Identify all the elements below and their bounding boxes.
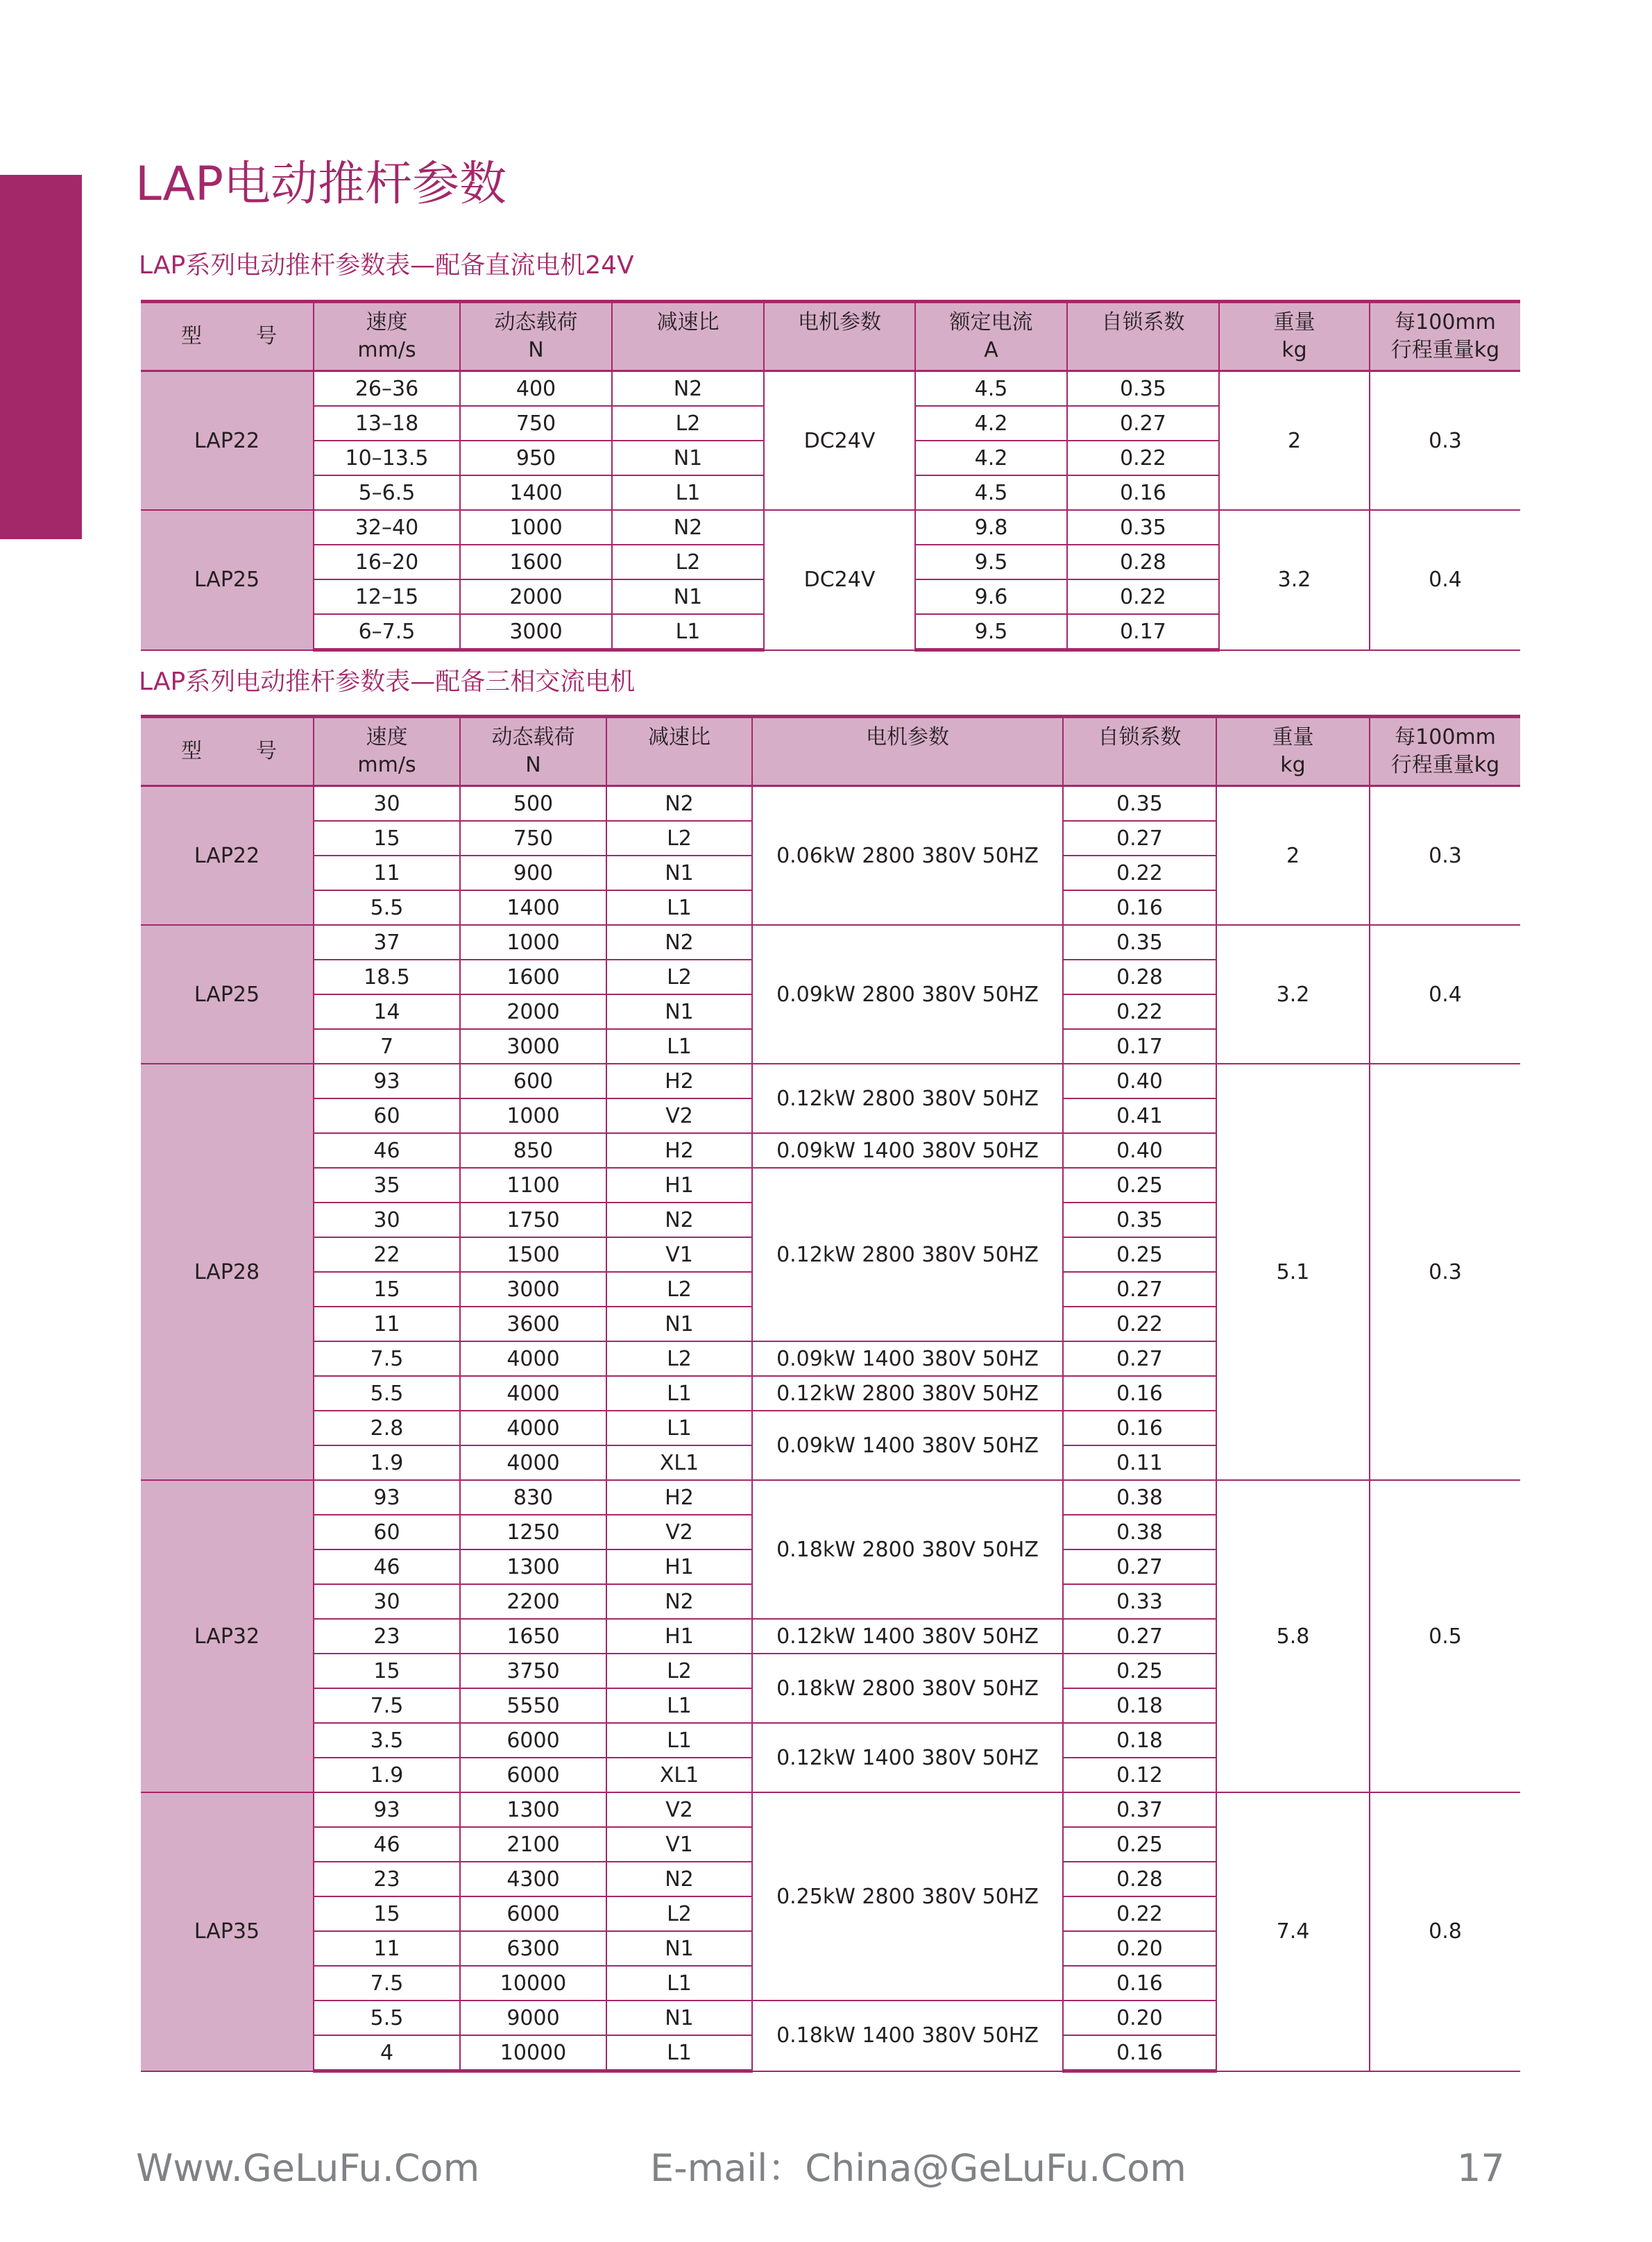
lock-cell: 0.11: [1063, 1445, 1216, 1480]
ratio-cell: L2: [612, 406, 764, 441]
lock-cell: 0.20: [1063, 2001, 1216, 2035]
motor-cell: 0.09kW 1400 380V 50HZ: [752, 1341, 1063, 1376]
speed-cell: 11: [314, 856, 460, 890]
lock-cell: 0.41: [1063, 1098, 1216, 1133]
speed-cell: 3.5: [314, 1723, 460, 1758]
weight-cell: 2: [1216, 786, 1370, 926]
load-cell: 1250: [460, 1515, 606, 1549]
header-ratio: 减速比: [606, 717, 752, 786]
header-load: 动态载荷 N: [460, 717, 606, 786]
ratio-cell: H2: [606, 1133, 752, 1168]
ratio-cell: N2: [612, 371, 764, 407]
load-cell: 1000: [460, 510, 612, 545]
ratio-cell: H2: [606, 1480, 752, 1515]
speed-cell: 15: [314, 1654, 460, 1688]
motor-cell: 0.09kW 2800 380V 50HZ: [752, 925, 1063, 1064]
current-cell: 4.2: [915, 441, 1067, 475]
lock-cell: 0.16: [1063, 2035, 1216, 2071]
lock-cell: 0.22: [1063, 994, 1216, 1029]
ratio-cell: N1: [606, 994, 752, 1029]
motor-cell: 0.18kW 2800 380V 50HZ: [752, 1654, 1063, 1723]
speed-cell: 4: [314, 2035, 460, 2071]
model-cell: LAP32: [141, 1480, 314, 1792]
load-cell: 4000: [460, 1341, 606, 1376]
lock-cell: 0.22: [1067, 441, 1219, 475]
lock-cell: 0.38: [1063, 1480, 1216, 1515]
speed-cell: 5.5: [314, 890, 460, 925]
motor-cell: 0.12kW 2800 380V 50HZ: [752, 1376, 1063, 1411]
speed-cell: 30: [314, 786, 460, 822]
header-motor: 电机参数: [764, 302, 915, 371]
load-cell: 4000: [460, 1445, 606, 1480]
load-cell: 3000: [460, 614, 612, 650]
ratio-cell: L2: [606, 1896, 752, 1931]
lock-cell: 0.35: [1067, 371, 1219, 407]
load-cell: 6000: [460, 1723, 606, 1758]
load-cell: 1300: [460, 1792, 606, 1827]
speed-cell: 15: [314, 1272, 460, 1307]
header-motor: 电机参数: [752, 717, 1063, 786]
table2-title: LAP系列电动推杆参数表—配备三相交流电机: [139, 668, 636, 696]
footer-website: Www.GeLuFu.Com: [136, 2146, 480, 2190]
table-row: [141, 371, 1520, 407]
lock-cell: 0.16: [1063, 1376, 1216, 1411]
load-cell: 2100: [460, 1827, 606, 1862]
ratio-cell: L1: [612, 475, 764, 510]
footer-email: E-mail：China@GeLuFu.Com: [650, 2146, 1186, 2190]
ratio-cell: L2: [606, 821, 752, 856]
motor-cell: 0.06kW 2800 380V 50HZ: [752, 786, 1063, 926]
load-cell: 6000: [460, 1758, 606, 1792]
page-title: LAP电动推杆参数: [135, 157, 506, 212]
ratio-cell: N1: [606, 2001, 752, 2035]
load-cell: 600: [460, 1064, 606, 1098]
load-cell: 2200: [460, 1584, 606, 1619]
weight-cell: 3.2: [1216, 925, 1370, 1064]
speed-cell: 2.8: [314, 1411, 460, 1445]
load-cell: 1400: [460, 475, 612, 510]
speed-cell: 12–15: [314, 579, 460, 614]
ratio-cell: L1: [606, 1029, 752, 1064]
speed-cell: 30: [314, 1584, 460, 1619]
lock-cell: 0.37: [1063, 1792, 1216, 1827]
speed-cell: 26–36: [314, 371, 460, 407]
motor-cell: 0.12kW 2800 380V 50HZ: [752, 1064, 1063, 1133]
speed-cell: 23: [314, 1862, 460, 1896]
motor-cell: 0.12kW 1400 380V 50HZ: [752, 1723, 1063, 1792]
speed-cell: 37: [314, 925, 460, 960]
motor-cell: DC24V: [764, 510, 915, 650]
load-cell: 1100: [460, 1168, 606, 1203]
current-cell: 9.8: [915, 510, 1067, 545]
model-cell: LAP22: [141, 371, 314, 511]
lock-cell: 0.18: [1063, 1688, 1216, 1723]
speed-cell: 32–40: [314, 510, 460, 545]
load-cell: 4000: [460, 1376, 606, 1411]
speed-cell: 6–7.5: [314, 614, 460, 650]
model-cell: LAP25: [141, 925, 314, 1064]
load-cell: 1500: [460, 1237, 606, 1272]
load-cell: 2000: [460, 994, 606, 1029]
ratio-cell: L1: [612, 614, 764, 650]
weight-cell: 3.2: [1219, 510, 1370, 650]
header-row: [141, 717, 1520, 786]
ratio-cell: XL1: [606, 1445, 752, 1480]
speed-cell: 14: [314, 994, 460, 1029]
ratio-cell: H2: [606, 1064, 752, 1098]
lock-cell: 0.38: [1063, 1515, 1216, 1549]
ratio-cell: N2: [606, 1862, 752, 1896]
current-cell: 9.5: [915, 545, 1067, 579]
ratio-cell: L2: [606, 960, 752, 994]
ratio-cell: N2: [606, 786, 752, 822]
lock-cell: 0.35: [1063, 786, 1216, 822]
load-cell: 950: [460, 441, 612, 475]
load-cell: 2000: [460, 579, 612, 614]
per100-cell: 0.3: [1370, 786, 1520, 926]
load-cell: 4000: [460, 1411, 606, 1445]
load-cell: 1600: [460, 960, 606, 994]
lock-cell: 0.16: [1063, 1966, 1216, 2001]
load-cell: 1750: [460, 1203, 606, 1237]
speed-cell: 5.5: [314, 2001, 460, 2035]
ratio-cell: N2: [606, 1584, 752, 1619]
lock-cell: 0.18: [1063, 1723, 1216, 1758]
load-cell: 10000: [460, 2035, 606, 2071]
lock-cell: 0.16: [1063, 890, 1216, 925]
motor-cell: 0.12kW 1400 380V 50HZ: [752, 1619, 1063, 1654]
load-cell: 1650: [460, 1619, 606, 1654]
ratio-cell: N1: [612, 441, 764, 475]
speed-cell: 7: [314, 1029, 460, 1064]
speed-cell: 18.5: [314, 960, 460, 994]
speed-cell: 93: [314, 1792, 460, 1827]
lock-cell: 0.12: [1063, 1758, 1216, 1792]
model-cell: LAP22: [141, 786, 314, 926]
motor-cell: 0.18kW 2800 380V 50HZ: [752, 1480, 1063, 1619]
table-row: [141, 786, 1520, 822]
load-cell: 9000: [460, 2001, 606, 2035]
ratio-cell: N1: [606, 1931, 752, 1966]
per100-cell: 0.8: [1370, 1792, 1520, 2071]
load-cell: 6000: [460, 1896, 606, 1931]
lock-cell: 0.16: [1063, 1411, 1216, 1445]
current-cell: 4.2: [915, 406, 1067, 441]
ratio-cell: V2: [606, 1792, 752, 1827]
lock-cell: 0.33: [1063, 1584, 1216, 1619]
lock-cell: 0.25: [1063, 1168, 1216, 1203]
load-cell: 850: [460, 1133, 606, 1168]
speed-cell: 1.9: [314, 1445, 460, 1480]
load-cell: 830: [460, 1480, 606, 1515]
load-cell: 1300: [460, 1549, 606, 1584]
table-row: [141, 510, 1520, 545]
current-cell: 9.6: [915, 579, 1067, 614]
lock-cell: 0.27: [1063, 1619, 1216, 1654]
lock-cell: 0.16: [1067, 475, 1219, 510]
speed-cell: 11: [314, 1931, 460, 1966]
speed-cell: 46: [314, 1133, 460, 1168]
ratio-cell: L2: [606, 1654, 752, 1688]
header-current: 额定电流 A: [915, 302, 1067, 371]
load-cell: 1400: [460, 890, 606, 925]
speed-cell: 60: [314, 1098, 460, 1133]
lock-cell: 0.17: [1063, 1029, 1216, 1064]
speed-cell: 16–20: [314, 545, 460, 579]
ratio-cell: H1: [606, 1549, 752, 1584]
lock-cell: 0.27: [1063, 1549, 1216, 1584]
speed-cell: 15: [314, 821, 460, 856]
lock-cell: 0.20: [1063, 1931, 1216, 1966]
header-lock: 自锁系数: [1067, 302, 1219, 371]
ratio-cell: L1: [606, 1723, 752, 1758]
speed-cell: 1.9: [314, 1758, 460, 1792]
ratio-cell: L1: [606, 1411, 752, 1445]
weight-cell: 2: [1219, 371, 1370, 511]
per100-cell: 0.3: [1370, 371, 1520, 511]
ratio-cell: V1: [606, 1827, 752, 1862]
speed-cell: 93: [314, 1480, 460, 1515]
header-weight: 重量 kg: [1219, 302, 1370, 371]
load-cell: 900: [460, 856, 606, 890]
table1-title: LAP系列电动推杆参数表—配备直流电机24V: [139, 251, 634, 280]
model-cell: LAP25: [141, 510, 314, 650]
speed-cell: 7.5: [314, 1688, 460, 1723]
header-model: 型 号: [141, 302, 314, 371]
ratio-cell: L2: [606, 1272, 752, 1307]
speed-cell: 93: [314, 1064, 460, 1098]
lock-cell: 0.27: [1063, 1272, 1216, 1307]
ratio-cell: N2: [612, 510, 764, 545]
load-cell: 1600: [460, 545, 612, 579]
speed-cell: 5–6.5: [314, 475, 460, 510]
weight-cell: 5.8: [1216, 1480, 1370, 1792]
ac-motor-spec-table: [141, 715, 1520, 2073]
motor-cell: 0.09kW 1400 380V 50HZ: [752, 1411, 1063, 1480]
lock-cell: 0.28: [1063, 1862, 1216, 1896]
header-lock: 自锁系数: [1063, 717, 1216, 786]
load-cell: 5550: [460, 1688, 606, 1723]
lock-cell: 0.35: [1063, 925, 1216, 960]
speed-cell: 35: [314, 1168, 460, 1203]
ratio-cell: L2: [606, 1341, 752, 1376]
lock-cell: 0.35: [1067, 510, 1219, 545]
header-speed: 速度 mm/s: [314, 302, 460, 371]
speed-cell: 46: [314, 1827, 460, 1862]
load-cell: 6300: [460, 1931, 606, 1966]
lock-cell: 0.28: [1063, 960, 1216, 994]
header-per100: 每100mm 行程重量kg: [1370, 302, 1520, 371]
speed-cell: 13–18: [314, 406, 460, 441]
lock-cell: 0.17: [1067, 614, 1219, 650]
table-row: [141, 1792, 1520, 1827]
header-row: [141, 302, 1520, 371]
ratio-cell: H1: [606, 1168, 752, 1203]
ratio-cell: L1: [606, 890, 752, 925]
lock-cell: 0.25: [1063, 1654, 1216, 1688]
load-cell: 3000: [460, 1272, 606, 1307]
lock-cell: 0.22: [1063, 1307, 1216, 1341]
speed-cell: 10–13.5: [314, 441, 460, 475]
ratio-cell: V2: [606, 1098, 752, 1133]
speed-cell: 5.5: [314, 1376, 460, 1411]
load-cell: 750: [460, 821, 606, 856]
header-load: 动态载荷 N: [460, 302, 612, 371]
motor-cell: 0.12kW 2800 380V 50HZ: [752, 1168, 1063, 1341]
weight-cell: 7.4: [1216, 1792, 1370, 2071]
header-ratio: 减速比: [612, 302, 764, 371]
load-cell: 3750: [460, 1654, 606, 1688]
header-per100: 每100mm 行程重量kg: [1370, 717, 1520, 786]
lock-cell: 0.27: [1063, 821, 1216, 856]
motor-cell: DC24V: [764, 371, 915, 511]
weight-cell: 5.1: [1216, 1064, 1370, 1480]
load-cell: 4300: [460, 1862, 606, 1896]
speed-cell: 22: [314, 1237, 460, 1272]
load-cell: 10000: [460, 1966, 606, 2001]
lock-cell: 0.25: [1063, 1237, 1216, 1272]
ratio-cell: L1: [606, 1688, 752, 1723]
current-cell: 4.5: [915, 475, 1067, 510]
lock-cell: 0.22: [1063, 856, 1216, 890]
model-cell: LAP35: [141, 1792, 314, 2071]
lock-cell: 0.25: [1063, 1827, 1216, 1862]
ratio-cell: N1: [612, 579, 764, 614]
current-cell: 9.5: [915, 614, 1067, 650]
lock-cell: 0.35: [1063, 1203, 1216, 1237]
lock-cell: 0.22: [1067, 579, 1219, 614]
speed-cell: 60: [314, 1515, 460, 1549]
header-speed: 速度 mm/s: [314, 717, 460, 786]
ratio-cell: N1: [606, 856, 752, 890]
speed-cell: 11: [314, 1307, 460, 1341]
side-accent-bar: [0, 175, 82, 539]
dc-motor-spec-table: [141, 300, 1520, 652]
page-number: 17: [1457, 2146, 1505, 2190]
load-cell: 500: [460, 786, 606, 822]
model-cell: LAP28: [141, 1064, 314, 1480]
speed-cell: 15: [314, 1896, 460, 1931]
ratio-cell: N2: [606, 925, 752, 960]
motor-cell: 0.09kW 1400 380V 50HZ: [752, 1133, 1063, 1168]
ratio-cell: L2: [612, 545, 764, 579]
per100-cell: 0.4: [1370, 925, 1520, 1064]
ratio-cell: L1: [606, 1966, 752, 2001]
ratio-cell: H1: [606, 1619, 752, 1654]
header-model: 型 号: [141, 717, 314, 786]
table-row: [141, 1480, 1520, 1515]
load-cell: 3600: [460, 1307, 606, 1341]
speed-cell: 7.5: [314, 1966, 460, 2001]
load-cell: 1000: [460, 925, 606, 960]
motor-cell: 0.25kW 2800 380V 50HZ: [752, 1792, 1063, 2001]
load-cell: 1000: [460, 1098, 606, 1133]
ratio-cell: N1: [606, 1307, 752, 1341]
lock-cell: 0.40: [1063, 1064, 1216, 1098]
ratio-cell: V2: [606, 1515, 752, 1549]
header-weight: 重量 kg: [1216, 717, 1370, 786]
load-cell: 750: [460, 406, 612, 441]
speed-cell: 30: [314, 1203, 460, 1237]
lock-cell: 0.27: [1063, 1341, 1216, 1376]
speed-cell: 46: [314, 1549, 460, 1584]
lock-cell: 0.22: [1063, 1896, 1216, 1931]
ratio-cell: L1: [606, 2035, 752, 2071]
table-row: [141, 925, 1520, 960]
load-cell: 3000: [460, 1029, 606, 1064]
ratio-cell: N2: [606, 1203, 752, 1237]
speed-cell: 23: [314, 1619, 460, 1654]
current-cell: 4.5: [915, 371, 1067, 407]
lock-cell: 0.28: [1067, 545, 1219, 579]
per100-cell: 0.4: [1370, 510, 1520, 650]
table-row: [141, 1064, 1520, 1098]
per100-cell: 0.3: [1370, 1064, 1520, 1480]
lock-cell: 0.40: [1063, 1133, 1216, 1168]
speed-cell: 7.5: [314, 1341, 460, 1376]
ratio-cell: L1: [606, 1376, 752, 1411]
motor-cell: 0.18kW 1400 380V 50HZ: [752, 2001, 1063, 2071]
ratio-cell: V1: [606, 1237, 752, 1272]
lock-cell: 0.27: [1067, 406, 1219, 441]
ratio-cell: XL1: [606, 1758, 752, 1792]
per100-cell: 0.5: [1370, 1480, 1520, 1792]
load-cell: 400: [460, 371, 612, 407]
